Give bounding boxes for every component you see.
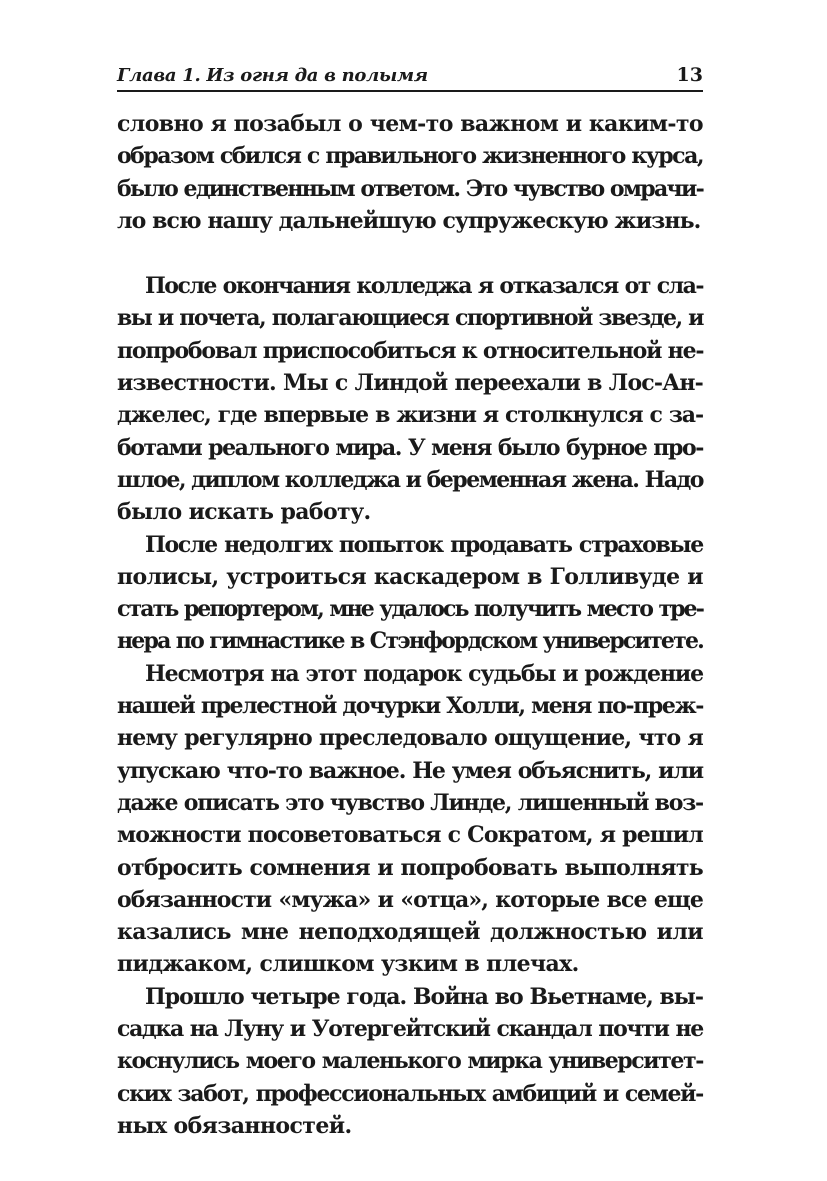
running-head: Глава 1. Из огня да в полымя <box>117 65 428 86</box>
text-line: словно я позабыл о чем-то важном и каким-то <box>117 111 703 137</box>
paragraph <box>117 270 703 528</box>
paragraph <box>117 529 703 658</box>
text-line: образом сбился с правильного жизненного курса, <box>117 143 703 170</box>
paragraph <box>117 981 703 1142</box>
text-line: пиджаком, слишком узким в плечах. <box>117 951 579 978</box>
text-line: обязанности «мужа» и «отца», которые все еще <box>117 886 703 913</box>
text-line: попробовал приспособиться к относительной не- <box>117 337 704 364</box>
page-header <box>117 62 703 92</box>
text-line: ло всю нашу дальнейшую супружескую жизнь. <box>117 207 701 234</box>
text-line: даже описать это чувство Линде, лишенный воз- <box>117 789 703 816</box>
text-line: было единственным ответом. Это чувство омрачи- <box>117 175 703 202</box>
paragraph <box>117 658 703 981</box>
text-line: нему регулярно преследовало ощущение, что я <box>117 725 703 752</box>
section-break <box>117 237 703 270</box>
text-line: После недолгих попыток продавать страховые <box>145 531 703 558</box>
text-line: нашей прелестной дочурки Холли, меня по-преж- <box>117 693 703 720</box>
paragraph <box>117 108 703 237</box>
text-line: Несмотря на этот подарок судьбы и рождение <box>145 660 703 687</box>
text-line: садка на Луну и Уотергейтский скандал почти не <box>117 1016 703 1043</box>
text-line: стать репортером, мне удалось получить место тре- <box>117 596 703 623</box>
text-line: шлое, диплом колледжа и беременная жена. Надо <box>117 466 703 493</box>
text-line: После окончания колледжа я отказался от сла- <box>145 273 703 300</box>
text-line: нера по гимнастике в Стэнфордском университете. <box>117 628 703 655</box>
text-line: можности посоветоваться с Сократом, я решил <box>117 822 703 849</box>
text-line: полисы, устроиться каскадером в Голливуде и <box>117 563 703 590</box>
text-line: джелес, где впервые в жизни я столкнулся с за- <box>117 402 703 429</box>
page-number: 13 <box>676 64 703 86</box>
text-line: упускаю что-то важное. Не умея объяснить, или <box>117 757 703 784</box>
text-line: вы и почета, полагающиеся спортивной звезде, и <box>117 305 703 332</box>
text-line: Прошло четыре года. Война во Вьетнаме, вы- <box>145 983 703 1010</box>
text-line: казались мне неподходящей должностью или <box>117 919 703 946</box>
text-line: ных обязанностей. <box>117 1112 352 1139</box>
text-line: коснулись моего маленького мирка университет- <box>117 1048 703 1075</box>
text-line: отбросить сомнения и попробовать выполнять <box>117 854 703 881</box>
text-line: было искать работу. <box>117 499 371 526</box>
text-line: ских забот, профессиональных амбиций и семей- <box>117 1080 703 1107</box>
text-line: ботами реального мира. У меня было бурное про- <box>117 434 703 461</box>
body-text <box>117 108 703 1142</box>
text-line: известности. Мы с Линдой переехали в Лос-Ан- <box>117 370 703 397</box>
